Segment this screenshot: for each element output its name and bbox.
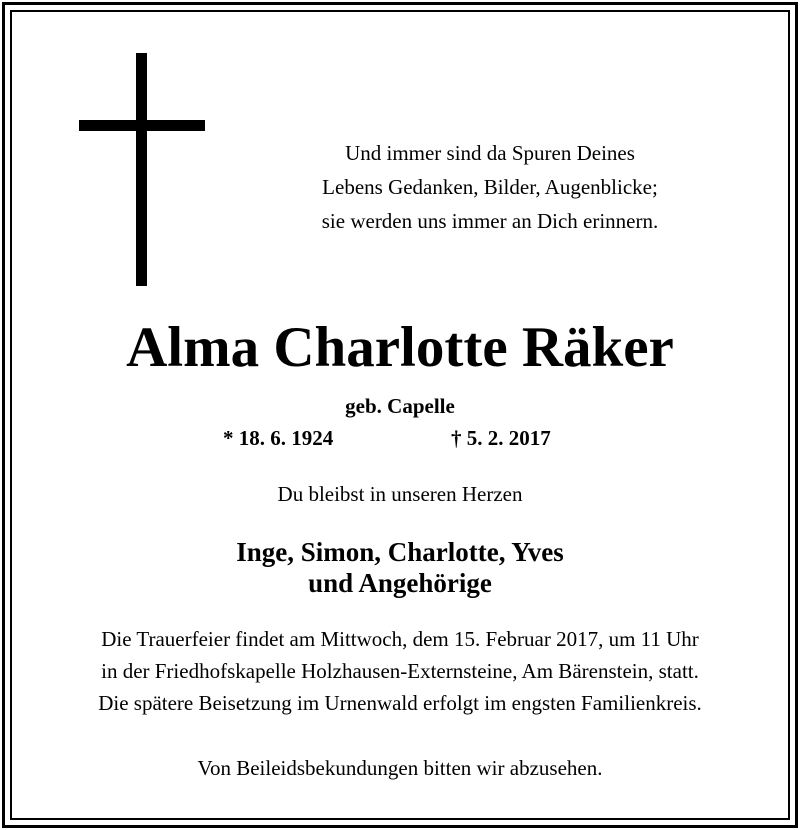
service-line: Die Trauerfeier findet am Mittwoch, dem 15. Februar 2017, um 11 Uhr: [101, 627, 699, 651]
deceased-name: Alma Charlotte Räker: [126, 316, 674, 379]
service-line: in der Friedhofskapelle Holzhausen-Externsteine, Am Bärenstein, statt.: [101, 659, 699, 683]
service-line: Die spätere Beisetzung im Urnenwald erfolgt im engsten Familienkreis.: [98, 691, 702, 715]
death-date: † 5. 2. 2017: [451, 426, 551, 450]
memorial-verse: [250, 136, 730, 238]
cross-vertical-bar: [136, 53, 147, 286]
service-details: [0, 623, 800, 719]
family-line: und Angehörige: [308, 568, 492, 598]
family-names: [0, 537, 800, 599]
closing-note: Von Beileidsbekundungen bitten wir abzusehen.: [197, 756, 603, 780]
maiden-name: geb. Capelle: [345, 394, 455, 418]
family-line: Inge, Simon, Charlotte, Yves: [236, 537, 564, 567]
motto-text: Du bleibst in unseren Herzen: [277, 482, 523, 506]
cross-horizontal-bar: [79, 120, 205, 131]
verse-line: sie werden uns immer an Dich erinnern.: [321, 209, 659, 233]
verse-line: Lebens Gedanken, Bilder, Augenblicke;: [322, 175, 658, 199]
birth-date: * 18. 6. 1924: [223, 426, 334, 450]
verse-line: Und immer sind da Spuren Deines: [345, 141, 635, 165]
